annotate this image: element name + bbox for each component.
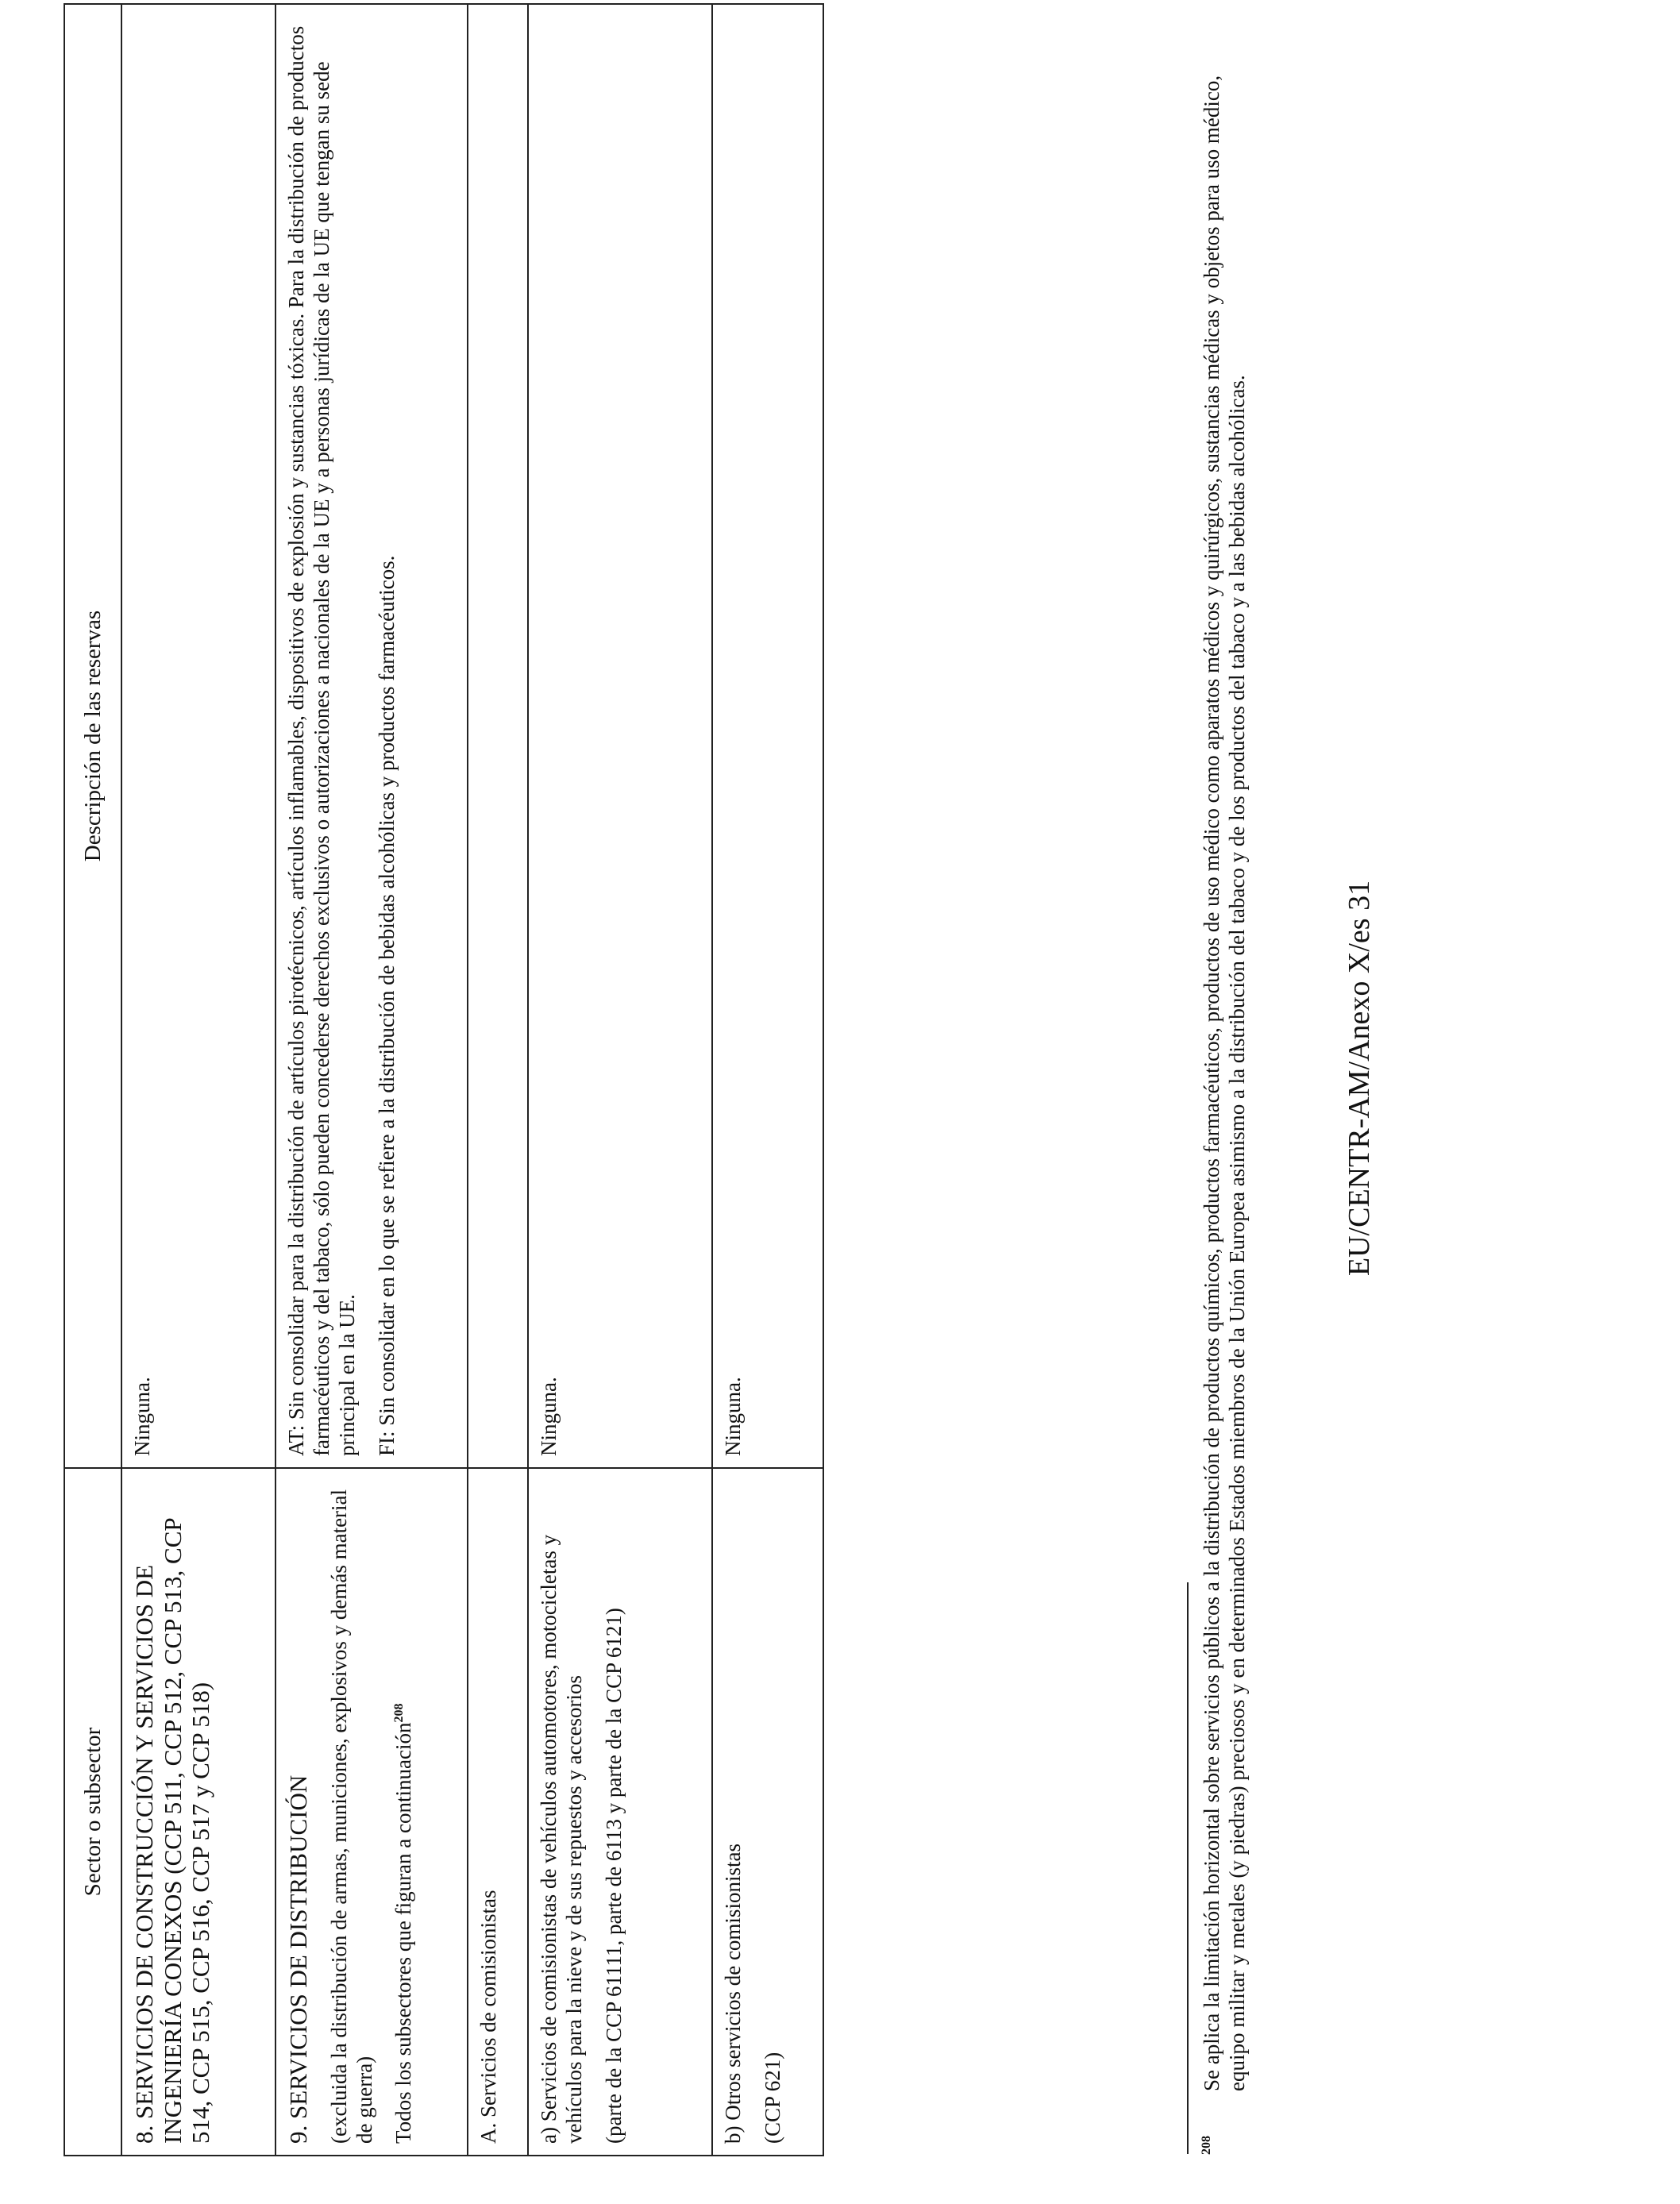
subsectors-text: Todos los subsectores que figuran a continuación	[391, 1722, 416, 2144]
header-description: Descripción de las reservas	[64, 4, 121, 1468]
table-row-construction-services	[121, 4, 276, 2156]
description-distribution-at: AT: Sin consolidar para la distribución de artículos pirotécnicos, artículos inflamables, dispositivos de explosión y sustancias tóxicas. Para la distribución de productos farmacéuticos y del tabaco, sólo pueden concederse derechos exclusivos o autorizaciones a nacionales de la UE y a personas jurídicas de la UE que tengan su sede principal en la UE.	[284, 25, 359, 1456]
description-cell	[468, 4, 528, 1468]
sector-cell	[121, 1468, 276, 2156]
page-reference: EU/CENTR-AM/Anexo X/es 31	[1343, 880, 1376, 1277]
description-motor-vehicles: Ninguna.	[537, 1377, 561, 1456]
table-row-commission-agents	[468, 4, 528, 2156]
description-cell	[121, 4, 276, 1468]
reserves-table	[64, 3, 824, 2156]
description-cell	[528, 4, 712, 1468]
sector-cell	[528, 1468, 712, 2156]
footnote-text: Se aplica la limitación horizontal sobre servicios públicos a la distribución de productos químicos, productos farmacéuticos, productos de uso médico como aparatos médicos y quirúrgicos, sustancias médicas y objetos para uso médico, equipo militar y metales (y piedras) preciosos y en determinados Estados miembros de la Unión Europea asimismo a la distribución del tabaco y de los productos del tabaco y a las bebidas alcohólicas.	[1200, 75, 1250, 2091]
footnote-reference[interactable]: 208	[392, 1703, 407, 1723]
sector-distribution-subsectors	[391, 1480, 417, 2144]
sector-cell	[276, 1468, 468, 2156]
sector-motor-vehicles-ccp: (parte de la CCP 61111, parte de 6113 y parte de la CCP 6121)	[601, 1608, 626, 2144]
description-other-commission: Ninguna.	[721, 1377, 745, 1456]
table-row-other-commission	[712, 4, 823, 2156]
sector-other-commission: b) Otros servicios de comisionistas	[721, 1844, 745, 2144]
description-distribution-fi: FI: Sin consolidar en lo que se refiere a la distribución de bebidas alcohólicas y productos farmacéuticos.	[374, 555, 399, 1456]
sector-cell	[468, 1468, 528, 2156]
table-row-motor-vehicle-commission	[528, 4, 712, 2156]
table-header-row	[64, 4, 121, 2156]
header-sector: Sector o subsector	[64, 1468, 121, 2156]
sector-other-commission-ccp: (CCP 621)	[760, 2052, 784, 2144]
sector-commission-agents: A. Servicios de comisionistas	[476, 1890, 500, 2144]
footnote	[1199, 19, 1250, 2155]
footnote-separator	[1187, 1583, 1189, 2155]
description-cell	[712, 4, 823, 1468]
sector-motor-vehicles: a) Servicios de comisionistas de vehículos automotores, motocicletas y vehículos para la nieve y de sus repuestos y accesorios	[537, 1534, 586, 2144]
sector-distribution-title: 9. SERVICIOS DE DISTRIBUCIÓN	[284, 1774, 312, 2144]
sector-cell	[712, 1468, 823, 2156]
description-cell	[276, 4, 468, 1468]
sector-distribution-note: (excluida la distribución de armas, municiones, explosivos y demás material de guerra)	[326, 1489, 376, 2144]
footnote-number: 208	[1200, 2136, 1213, 2155]
sector-construction-title: 8. SERVICIOS DE CONSTRUCCIÓN Y SERVICIOS DE INGENIERÍA CONEXOS (CCP 511, CCP 512, CCP 513, CCP 514, CCP 515, CCP 516, CCP 517 y CCP 518)	[130, 1518, 215, 2144]
description-construction: Ninguna.	[130, 1377, 154, 1456]
table-row-distribution-services	[276, 4, 468, 2156]
